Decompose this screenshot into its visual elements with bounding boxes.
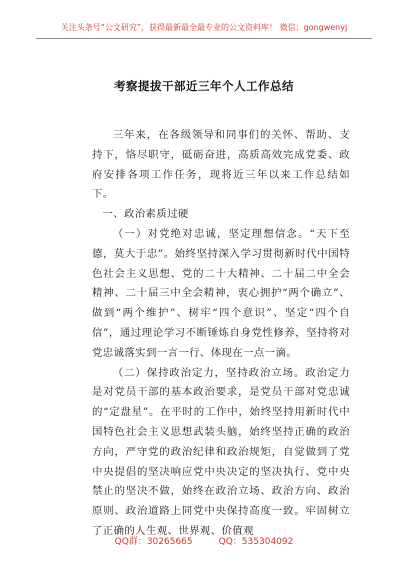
body-paragraph: （二）保持政治定力，坚持政治立场。政治定力是对党员干部的基本政治要求，是党员干部对党忠诚的“定盘星”。在平时的工作中，始终坚持用新时代中国特色社会主义思想武装头脑，始终坚持正确的政治方向，严守党的政治纪律和政治规矩，自觉做到了党中央提倡的坚决响应党中央决定的坚决执行、党中央禁止的坚决不做，始终在政治立场、政治方向、政治原则、政治道路上同党中央保持高度一致。牢固树立了正确的人生观、世界观、价值观	[92, 366, 350, 537]
body-paragraph: （一）对党绝对忠诚，坚定理想信念。“天下至德，莫大于忠”。始终坚持深入学习贯彻新时代中国特色社会主义思想、党的二十大精神、二十届二中全会精神、二十届三中全会精神，衷心拥护“两个确立”、做到“两个维护”、树牢“四个意识”、坚定“四个自信”，通过理论学习不断锤炼自身党性修养，坚持将对党忠诚落实到一言一行、体现在一点一滴。	[92, 227, 350, 359]
document-title: 考察提拔干部近三年个人工作总结	[114, 79, 294, 93]
footer-qq-group: QQ群：30265665	[114, 537, 193, 547]
header-divider	[36, 38, 372, 39]
footer-qq: QQ：535304092	[218, 537, 294, 547]
section-heading: 一、政治素质过硬	[102, 208, 189, 221]
document-body	[92, 126, 350, 542]
header-banner: 关注头条号“公文研究”，获得最新最全最专业的公文资料库！ 微信：gongwenyj	[60, 23, 348, 32]
footer-contacts	[0, 534, 408, 547]
intro-paragraph: 三年来，在各级领导和同事们的关怀、帮助、支持下，恪尽职守，砥砺奋进，高质高效完成党委、政府安排各项工作任务，现将近三年以来工作总结如下。	[92, 129, 350, 201]
